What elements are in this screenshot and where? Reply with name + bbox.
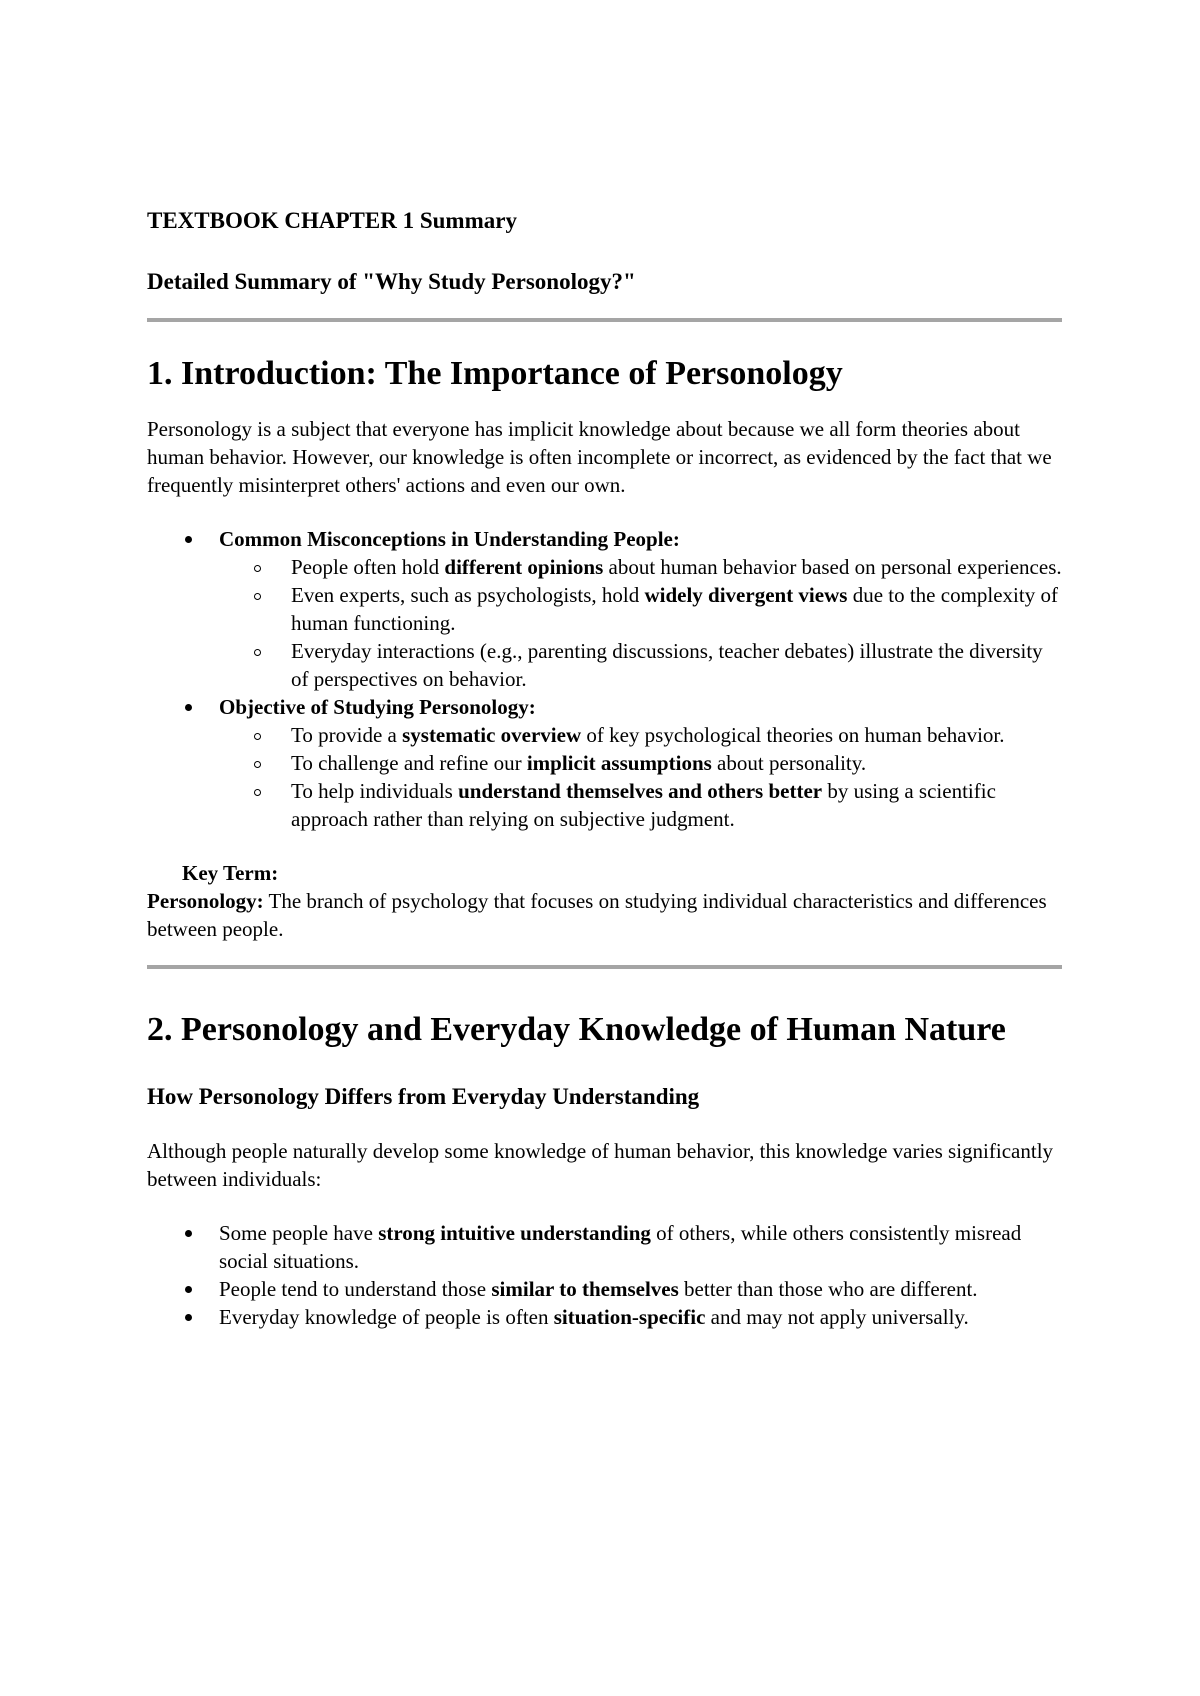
list-item (147, 693, 1062, 833)
list-item: People often hold different opinions about human behavior based on personal experiences. (219, 553, 1062, 581)
key-term-text: The branch of psychology that focuses on studying individual characteristics and differences between people. (147, 889, 1047, 941)
document-title: TEXTBOOK CHAPTER 1 Summary (147, 208, 517, 233)
key-term-label: Key Term: (182, 861, 279, 885)
list-item: To challenge and refine our implicit assumptions about personality. (219, 749, 1062, 777)
section-1-heading: 1. Introduction: The Importance of Personology (147, 355, 843, 392)
section-2-subheading: How Personology Differs from Everyday Understanding (147, 1084, 700, 1109)
section-2-bullets (147, 1219, 1062, 1331)
list-item: People tend to understand those similar to themselves better than those who are different. (147, 1275, 1062, 1303)
section-1-intro: Personology is a subject that everyone has implicit knowledge about because we all form theories about human behavior. However, our knowledge is often incomplete or incorrect, as evidenced by the fact that we frequently misinterpret others' actions and even our own. (147, 417, 1052, 497)
horizontal-rule (147, 318, 1062, 322)
list-item: To help individuals understand themselves and others better by using a scientific approach rather than relying on subjective judgment. (219, 777, 1062, 833)
sub-list (219, 553, 1062, 693)
list-item: Everyday interactions (e.g., parenting discussions, teacher debates) illustrate the diversity of perspectives on behavior. (219, 637, 1062, 693)
bullet-label: Objective of Studying Personology: (219, 695, 536, 719)
document-body (147, 204, 1062, 1331)
list-item: To provide a systematic overview of key psychological theories on human behavior. (219, 721, 1062, 749)
list-item: Everyday knowledge of people is often situation-specific and may not apply universally. (147, 1303, 1062, 1331)
sub-list (219, 721, 1062, 833)
list-item: Even experts, such as psychologists, hold widely divergent views due to the complexity of human functioning. (219, 581, 1062, 637)
section-1-bullets (147, 525, 1062, 833)
section-2-intro: Although people naturally develop some knowledge of human behavior, this knowledge varies significantly between individuals: (147, 1139, 1054, 1191)
document-subtitle: Detailed Summary of "Why Study Personology?" (147, 269, 636, 294)
key-term-name: Personology: (147, 889, 264, 913)
section-2-heading: 2. Personology and Everyday Knowledge of Human Nature (147, 1011, 1006, 1048)
horizontal-rule (147, 965, 1062, 969)
key-term-definition (147, 887, 1062, 943)
list-item (147, 525, 1062, 693)
list-item: Some people have strong intuitive understanding of others, while others consistently misread social situations. (147, 1219, 1062, 1275)
bullet-label: Common Misconceptions in Understanding People: (219, 527, 680, 551)
